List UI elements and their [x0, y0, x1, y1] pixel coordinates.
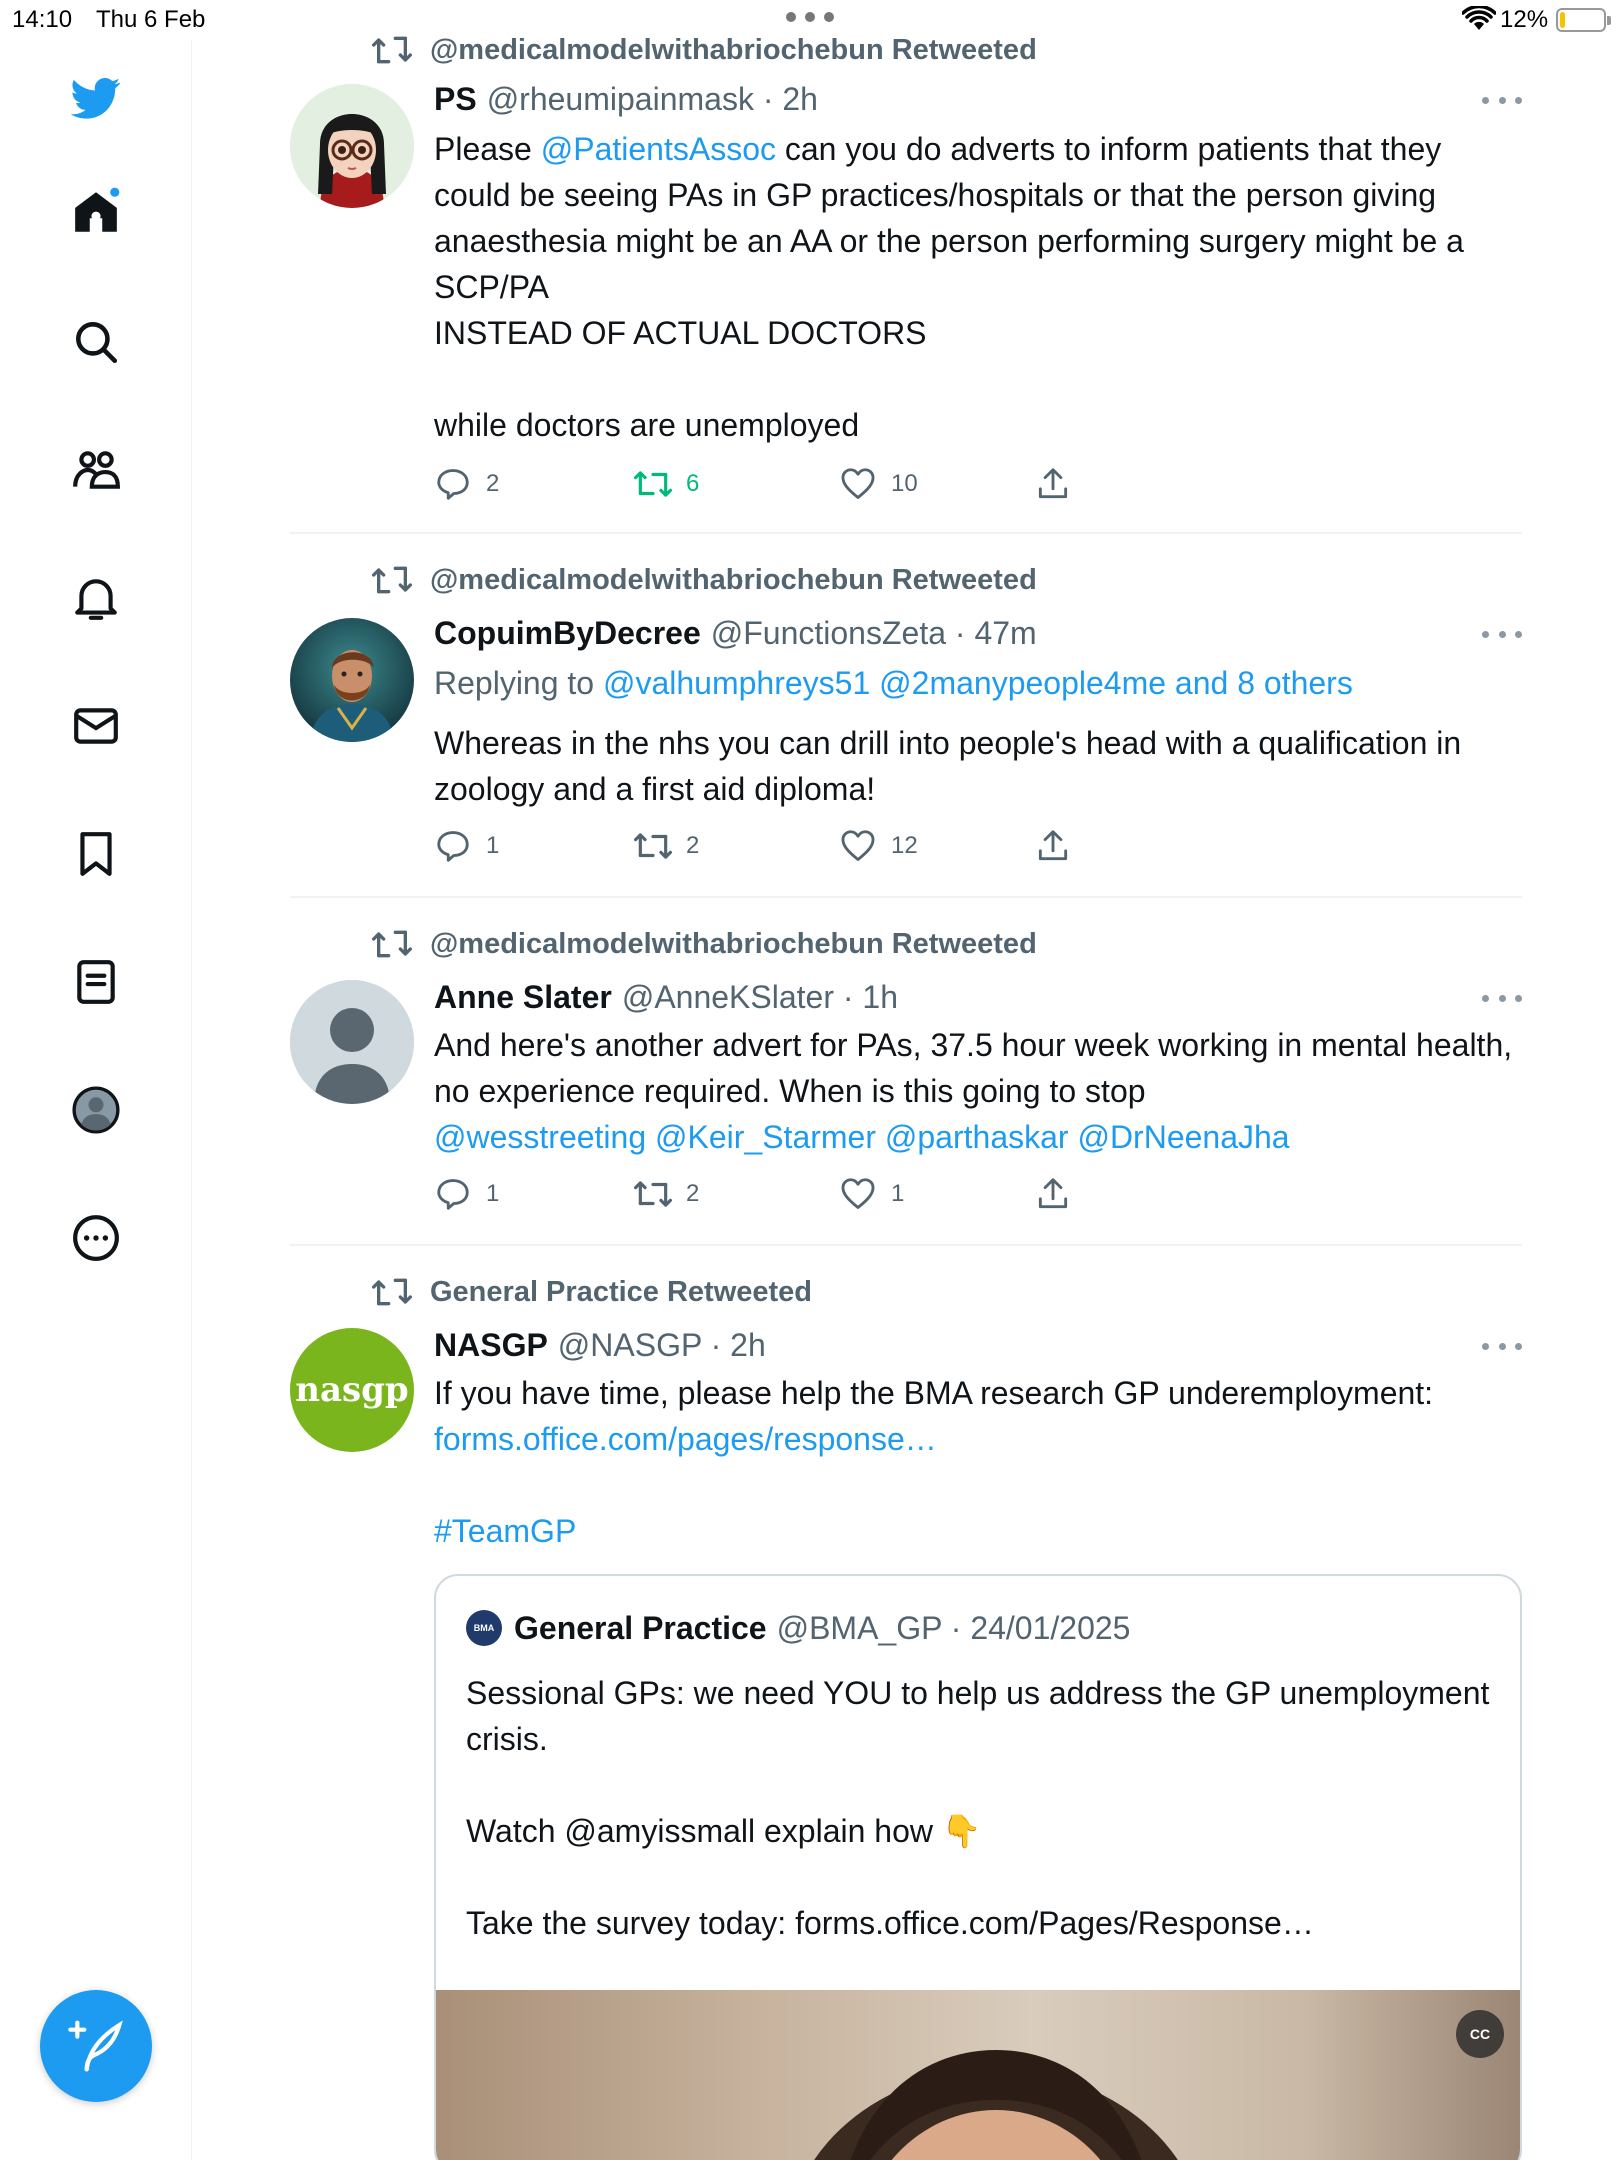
more-icon[interactable] [66, 1208, 126, 1268]
quoted-author-name[interactable]: General Practice [514, 1609, 767, 1646]
replying-to [434, 660, 1353, 706]
heart-icon [839, 1175, 877, 1213]
tweet-text-part: If you have time, please help the BMA research GP underemployment: [434, 1375, 1434, 1411]
timeline-feed[interactable] [192, 0, 1620, 2160]
retweet-icon [372, 563, 412, 597]
replying-to-link[interactable]: @valhumphreys51 @2manypeople4me and 8 others [602, 665, 1353, 701]
tweet-header [434, 78, 818, 120]
tweet-actions [434, 464, 1134, 504]
retweet-context [372, 1274, 812, 1310]
reply-icon [434, 465, 472, 503]
retweet-icon [634, 465, 672, 503]
more-options-icon[interactable] [1482, 90, 1522, 110]
avatar[interactable] [290, 980, 414, 1104]
author-handle[interactable]: @FunctionsZeta · 47m [710, 614, 1037, 651]
tweet-header [434, 976, 898, 1018]
share-button[interactable] [1034, 826, 1086, 866]
share-icon [1034, 465, 1072, 503]
author-handle[interactable]: @AnneKSlater · 1h [621, 978, 899, 1015]
video-thumbnail[interactable] [436, 1990, 1522, 2160]
retweet-icon [634, 827, 672, 865]
retweet-context [372, 926, 1037, 962]
share-button[interactable] [1034, 464, 1086, 504]
avatar-logo-text: nasgp [295, 1370, 409, 1410]
avatar[interactable] [290, 1328, 414, 1452]
retweet-count: 6 [686, 470, 700, 497]
quoted-author-handle[interactable]: @BMA_GP · 24/01/2025 [776, 1609, 1131, 1646]
like-button[interactable] [839, 826, 918, 866]
tweet-text-part: Please [434, 131, 541, 167]
tweet-text [434, 1022, 1522, 1160]
like-button[interactable] [839, 464, 918, 504]
retweet-context-label: @medicalmodelwithabriochebun Retweeted [430, 563, 1037, 596]
author-name[interactable]: CopuimByDecree [434, 614, 701, 651]
tweet-header [434, 612, 1037, 654]
closed-captions-button[interactable]: CC [1456, 2010, 1504, 2058]
retweet-context [372, 32, 1037, 68]
compose-tweet-button[interactable] [40, 1990, 152, 2102]
more-options-icon[interactable] [1482, 624, 1522, 644]
replying-to-label: Replying to [434, 665, 603, 701]
retweet-context [372, 562, 1037, 598]
tweet[interactable] [290, 30, 1522, 534]
reply-button[interactable] [434, 464, 499, 504]
battery-percent: 12% [1500, 6, 1549, 33]
lists-icon[interactable] [66, 952, 126, 1012]
tweet-text [434, 126, 1522, 448]
tweet-text: Whereas in the nhs you can drill into people's head with a qualification in zoology and a first aid diploma! [434, 725, 1471, 807]
retweet-button[interactable] [634, 826, 699, 866]
search-icon[interactable] [66, 312, 126, 372]
communities-icon[interactable] [66, 440, 126, 500]
author-name[interactable]: PS [434, 80, 477, 117]
tweet[interactable] [290, 534, 1522, 898]
more-options-icon[interactable] [1482, 988, 1522, 1008]
author-name[interactable]: Anne Slater [434, 978, 612, 1015]
heart-icon [839, 827, 877, 865]
sidebar [0, 40, 192, 2160]
more-options-icon[interactable] [1482, 1336, 1522, 1356]
tweet-actions [434, 826, 1134, 866]
reply-count: 2 [486, 470, 500, 497]
hashtag-link[interactable]: #TeamGP [434, 1513, 577, 1549]
tweet-actions [434, 1174, 1134, 1214]
mention-links[interactable]: @wesstreeting @Keir_Starmer @parthaskar @DrNeenaJha [434, 1119, 1290, 1155]
bma-logo-icon: BMA [466, 1610, 502, 1646]
tweet-text [434, 1370, 1522, 1554]
share-icon [1034, 1175, 1072, 1213]
status-time: 14:10 [12, 6, 73, 33]
retweet-context-label: @medicalmodelwithabriochebun Retweeted [430, 33, 1037, 66]
tweet-text-part: And here's another advert for PAs, 37.5 hour week working in mental health, no experience required. When is this going to stop [434, 1027, 1522, 1109]
status-date: Thu 6 Feb [96, 6, 206, 33]
like-count: 1 [891, 1180, 905, 1207]
like-count: 10 [891, 470, 918, 497]
avatar[interactable] [290, 84, 414, 208]
twitter-logo-icon[interactable] [66, 68, 126, 128]
retweet-icon [372, 927, 412, 961]
retweet-count: 2 [686, 1180, 700, 1207]
profile-icon[interactable] [66, 1080, 126, 1140]
quoted-tweet-header [466, 1606, 1130, 1650]
reply-button[interactable] [434, 826, 499, 866]
share-button[interactable] [1034, 1174, 1086, 1214]
author-name[interactable]: NASGP [434, 1326, 548, 1363]
retweet-count: 2 [686, 832, 700, 859]
reply-count: 1 [486, 1180, 500, 1207]
bookmarks-icon[interactable] [66, 824, 126, 884]
mention-link[interactable]: @PatientsAssoc [540, 131, 776, 167]
messages-icon[interactable] [66, 696, 126, 756]
quoted-tweet-text: Sessional GPs: we need YOU to help us address the GP unemployment crisis. Watch @amyissmall explain how 👇 Take the survey today: forms.office.com/Pages/Response… [466, 1675, 1490, 1941]
compose-tweet-icon [68, 2018, 124, 2074]
reply-count: 1 [486, 832, 500, 859]
retweet-icon [372, 1275, 412, 1309]
heart-icon [839, 465, 877, 503]
url-link[interactable]: forms.office.com/pages/response… [434, 1421, 937, 1457]
retweet-button[interactable] [634, 1174, 699, 1214]
tweet-header [434, 1324, 766, 1366]
tweet[interactable] [290, 1246, 1522, 2160]
author-handle[interactable]: @NASGP · 2h [557, 1326, 766, 1363]
tweet-text-part: can you do adverts to inform patients that they could be seeing PAs in GP practices/hospitals or that the person giving anaesthesia might be an AA or the person performing surgery might be a SCP/PA INSTEAD OF ACTUAL DOCTORS while doctors are unemployed [434, 131, 1464, 443]
quoted-tweet[interactable] [434, 1574, 1522, 2160]
like-button[interactable] [839, 1174, 904, 1214]
retweet-context-label: General Practice Retweeted [430, 1275, 813, 1308]
retweet-icon [634, 1175, 672, 1213]
retweet-icon [372, 33, 412, 67]
notifications-icon[interactable] [66, 568, 126, 628]
reply-icon [434, 827, 472, 865]
like-count: 12 [891, 832, 918, 859]
reply-button[interactable] [434, 1174, 499, 1214]
retweet-button[interactable] [634, 464, 699, 504]
avatar[interactable] [290, 618, 414, 742]
home-icon[interactable] [66, 182, 126, 242]
video-frame [436, 1990, 1522, 2160]
author-handle[interactable]: @rheumipainmask · 2h [486, 80, 818, 117]
retweet-context-label: @medicalmodelwithabriochebun Retweeted [430, 927, 1037, 960]
share-icon [1034, 827, 1072, 865]
tweet[interactable] [290, 898, 1522, 1246]
reply-icon [434, 1175, 472, 1213]
